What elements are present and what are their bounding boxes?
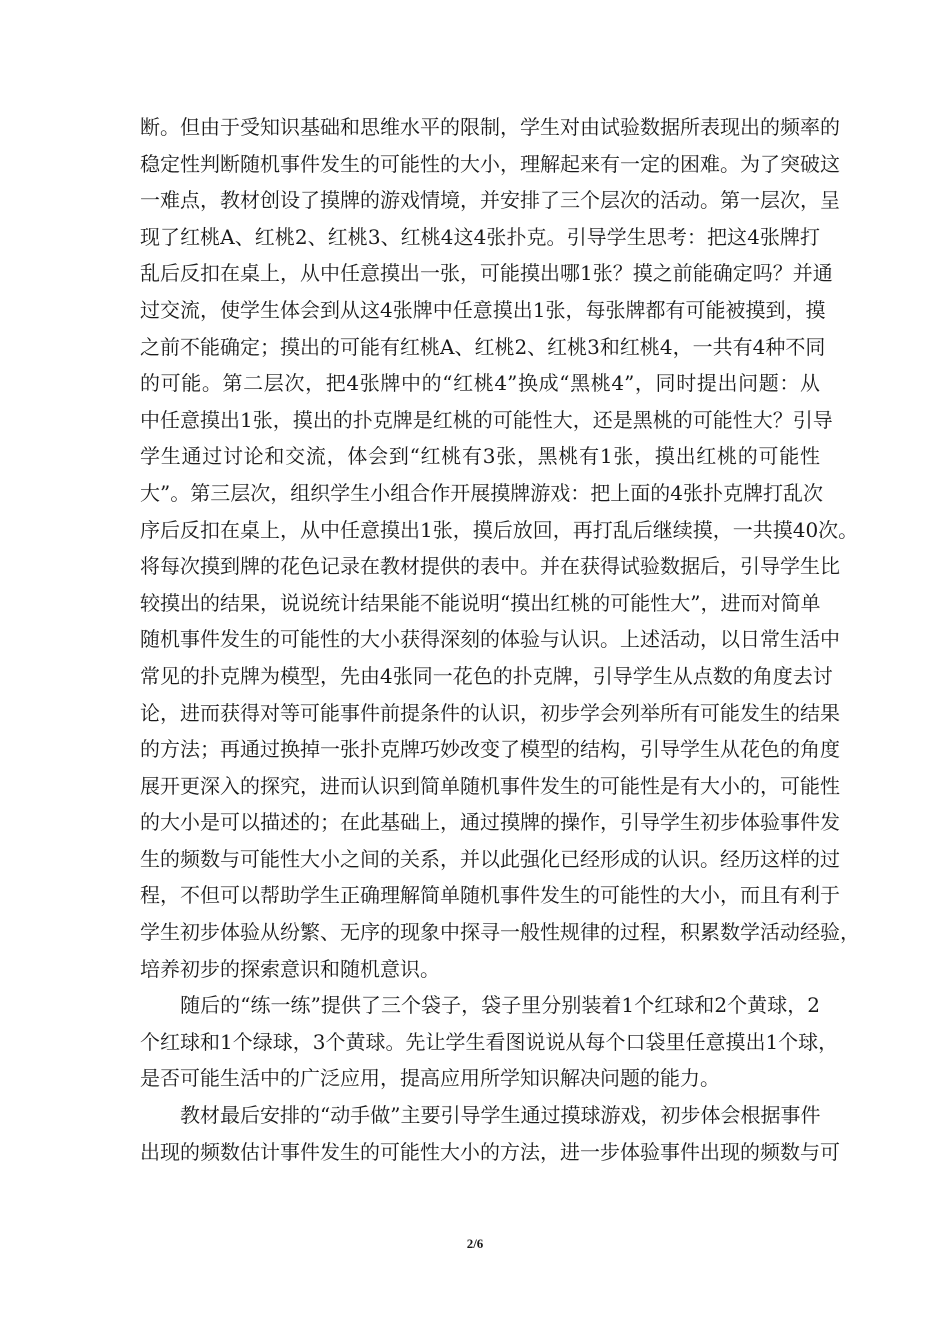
text-line: 一难点，教材创设了摸牌的游戏情境，并安排了三个层次的活动。第一层次，呈 bbox=[140, 188, 840, 213]
text-line: 断。但由于受知识基础和思维水平的限制，学生对由试验数据所表现出的频率的 bbox=[140, 115, 840, 139]
text-line: 随机事件发生的可能性的大小获得深刻的体验与认识。上述活动，以日常生活中 bbox=[140, 627, 840, 652]
text-line: 程，不但可以帮助学生正确理解简单随机事件发生的可能性的大小，而且有利于 bbox=[140, 883, 840, 908]
text-line: 之前不能确定；摸出的可能有红桃A、红桃2、红桃3和红桃4，一共有4种不同 bbox=[140, 334, 826, 359]
text-line: 生的频数与可能性大小之间的关系，并以此强化已经形成的认识。经历这样的过 bbox=[140, 846, 840, 871]
text-line: 较摸出的结果，说说统计结果能不能说明“摸出红桃的可能性大”，进而对简单 bbox=[140, 590, 821, 615]
text-line: 的方法；再通过换掉一张扑克牌巧妙改变了模型的结构，引导学生从花色的角度 bbox=[140, 737, 840, 762]
text-line: 现了红桃A、红桃2、红桃3、红桃4这4张扑克。引导学生思考：把这4张牌打 bbox=[140, 224, 820, 249]
text-line: 学生通过讨论和交流，体会到“红桃有3张，黑桃有1张，摸出红桃的可能性 bbox=[140, 444, 820, 469]
text-line: 的可能。第二层次，把4张牌中的“红桃4”换成“黑桃4”，同时提出问题：从 bbox=[140, 371, 820, 396]
text-line: 稳定性判断随机事件发生的可能性的大小，理解起来有一定的困难。为了突破这 bbox=[140, 151, 840, 176]
text-line: 随后的“练一练”提供了三个袋子，袋子里分别装着1个红球和2个黄球，2 bbox=[140, 993, 820, 1018]
text-line: 乱后反扣在桌上，从中任意摸出一张，可能摸出哪1张？摸之前能确定吗？并通 bbox=[140, 261, 833, 286]
text-line: 个红球和1个绿球，3个黄球。先让学生看图说说从每个口袋里任意摸出1个球， bbox=[140, 1029, 839, 1054]
text-line: 过交流，使学生体会到从这4张牌中任意摸出1张，每张牌都有可能被摸到，摸 bbox=[140, 297, 826, 322]
text-line: 大”。第三层次，组织学生小组合作开展摸牌游戏：把上面的4张扑克牌打乱次 bbox=[140, 480, 823, 505]
body-text bbox=[140, 109, 860, 1170]
text-line: 教材最后安排的“动手做”主要引导学生通过摸球游戏，初步体会根据事件 bbox=[140, 1103, 821, 1128]
text-line: 序后反扣在桌上，从中任意摸出1张，摸后放回，再打乱后继续摸，一共摸40次。 bbox=[140, 517, 859, 542]
text-line: 中任意摸出1张，摸出的扑克牌是红桃的可能性大，还是黑桃的可能性大？引导 bbox=[140, 407, 833, 432]
text-line: 培养初步的探索意识和随机意识。 bbox=[140, 956, 440, 981]
text-line: 是否可能生活中的广泛应用，提高应用所学知识解决问题的能力。 bbox=[140, 1066, 720, 1091]
text-line: 展开更深入的探究，进而认识到简单随机事件发生的可能性是有大小的，可能性 bbox=[140, 773, 840, 798]
text-line: 出现的频数估计事件发生的可能性大小的方法，进一步体验事件出现的频数与可 bbox=[140, 1139, 840, 1164]
text-line: 的大小是可以描述的；在此基础上，通过摸牌的操作，引导学生初步体验事件发 bbox=[140, 810, 840, 835]
page-number: 2/6 bbox=[466, 1236, 484, 1251]
text-line: 学生初步体验从纷繁、无序的现象中探寻一般性规律的过程，积累数学活动经验， bbox=[140, 920, 860, 945]
text-line: 论，进而获得对等可能事件前提条件的认识，初步学会列举所有可能发生的结果 bbox=[140, 700, 840, 725]
text-line: 常见的扑克牌为模型，先由4张同一花色的扑克牌，引导学生从点数的角度去讨 bbox=[140, 663, 833, 688]
text-line: 将每次摸到牌的花色记录在教材提供的表中。并在获得试验数据后，引导学生比 bbox=[140, 554, 840, 579]
